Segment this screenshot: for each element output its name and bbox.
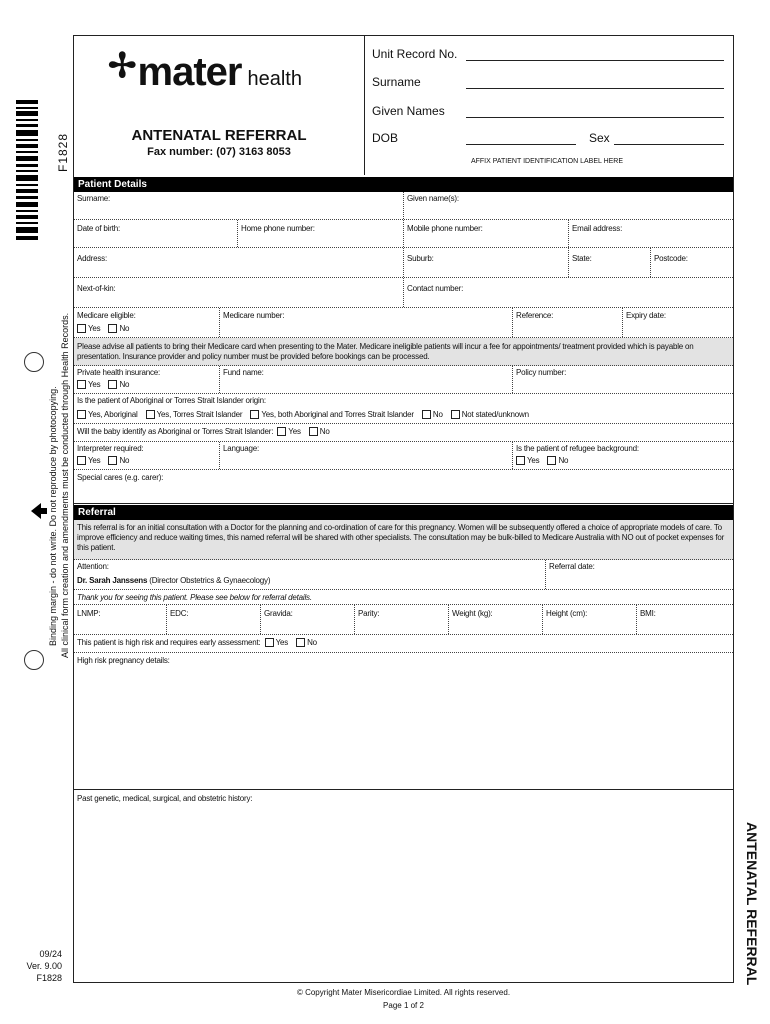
aboriginal-options xyxy=(77,410,529,419)
refugee-yes-label: Yes xyxy=(527,456,540,465)
side-form-title: ANTENATAL REFERRAL xyxy=(744,822,760,986)
doctor-name: Dr. Sarah Janssens xyxy=(77,576,148,585)
fund-name-cell[interactable] xyxy=(220,366,513,393)
binding-margin-line2: All clinical form creation and amendments must be conducted through Health Records. xyxy=(60,312,70,658)
mater-logo xyxy=(108,47,302,95)
interpreter-yes-checkbox[interactable] xyxy=(77,456,86,465)
row-high-risk xyxy=(74,635,733,653)
baby-no-checkbox[interactable] xyxy=(309,427,318,436)
medicare-eligible-options xyxy=(77,324,129,333)
baby-identify-question: Will the baby identify as Aboriginal or Torres Strait Islander: xyxy=(77,427,274,436)
baby-yes-checkbox[interactable] xyxy=(277,427,286,436)
given-names-cell[interactable] xyxy=(404,192,733,219)
home-phone-cell[interactable] xyxy=(238,220,404,247)
origin-no-label: No xyxy=(432,410,443,419)
row-address xyxy=(74,248,733,278)
high-risk-details-label: High risk pregnancy details: xyxy=(77,656,170,665)
cross-icon: ✢ xyxy=(108,47,136,85)
row-obstetric-values xyxy=(74,605,733,635)
height-cell[interactable] xyxy=(543,605,637,634)
baby-no-label: No xyxy=(319,427,330,436)
medicare-eligible-cell xyxy=(74,308,220,337)
referral-date-label: Referral date: xyxy=(549,562,595,571)
suburb-label: Suburb: xyxy=(407,254,434,263)
baby-yes-label: Yes xyxy=(288,427,301,436)
surname-field-label: Surname: xyxy=(77,194,111,203)
edc-label: EDC: xyxy=(170,609,189,618)
binding-margin-line1: Binding margin - do not write. Do not reproduce by photocopying. xyxy=(48,386,58,646)
dob-field-label: Date of birth: xyxy=(77,224,121,233)
lnmp-label: LNMP: xyxy=(77,609,101,618)
both-label: Yes, both Aboriginal and Torres Strait Islander xyxy=(261,410,414,419)
aboriginal-question: Is the patient of Aboriginal or Torres Strait Islander origin: xyxy=(77,396,266,405)
bmi-label: BMI: xyxy=(640,609,656,618)
language-cell[interactable] xyxy=(220,442,513,469)
surname-label: Surname xyxy=(372,75,421,89)
insurance-yes-label: Yes xyxy=(88,380,101,389)
insurance-yes-checkbox[interactable] xyxy=(77,380,86,389)
height-label: Height (cm): xyxy=(546,609,588,618)
postcode-label: Postcode: xyxy=(654,254,688,263)
version-block xyxy=(26,948,62,984)
dob-label: DOB xyxy=(372,131,399,145)
row-referral-intro xyxy=(74,520,733,560)
medicare-yes-checkbox[interactable] xyxy=(77,324,86,333)
aboriginal-label: Yes, Aboriginal xyxy=(88,410,138,419)
parity-label: Parity: xyxy=(358,609,380,618)
refugee-no-checkbox[interactable] xyxy=(547,456,556,465)
refugee-cell xyxy=(513,442,733,469)
attention-cell xyxy=(74,560,546,589)
logo-sub: health xyxy=(247,68,302,90)
address-cell[interactable] xyxy=(74,248,404,277)
thanks-note: Thank you for seeing this patient. Please see below for referral details. xyxy=(77,593,312,602)
version-date: 09/24 xyxy=(39,949,62,959)
given-names-field-label: Given name(s): xyxy=(407,194,459,203)
row-interpreter xyxy=(74,442,733,470)
row-thanks xyxy=(74,590,733,605)
gravida-cell[interactable] xyxy=(261,605,355,634)
version-number: Ver. 9.00 xyxy=(26,961,62,971)
row-next-of-kin xyxy=(74,278,733,308)
refugee-no-label: No xyxy=(558,456,569,465)
unit-record-label: Unit Record No. xyxy=(372,47,458,61)
origin-no-checkbox[interactable] xyxy=(422,410,431,419)
medicare-no-label: No xyxy=(119,324,130,333)
policy-number-cell[interactable] xyxy=(513,366,733,393)
sex-label: Sex xyxy=(589,131,610,145)
row-contact-phones xyxy=(74,220,733,248)
state-cell[interactable] xyxy=(569,248,651,277)
expiry-label: Expiry date: xyxy=(626,311,666,320)
policy-number-label: Policy number: xyxy=(516,368,567,377)
high-risk-line xyxy=(77,638,317,647)
attention-label: Attention: xyxy=(77,562,109,571)
surname-cell[interactable] xyxy=(74,192,404,219)
weight-label: Weight (kg): xyxy=(452,609,493,618)
row-insurance xyxy=(74,366,733,394)
refugee-label: Is the patient of refugee background: xyxy=(516,444,639,453)
surname-line[interactable] xyxy=(466,88,724,89)
patient-details-heading: Patient Details xyxy=(74,177,733,192)
form-title: ANTENATAL REFERRAL xyxy=(131,127,307,144)
punch-hole-top xyxy=(24,352,44,372)
form-code: F1828 xyxy=(36,973,62,983)
bmi-cell[interactable] xyxy=(637,605,733,634)
dob-line[interactable] xyxy=(466,144,576,145)
gravida-label: Gravida: xyxy=(264,609,293,618)
punch-hole-bottom xyxy=(24,650,44,670)
medicare-notice: Please advise all patients to bring their Medicare card when presenting to the Mater. Medicare ineligible patients will incur a fee for appointments/ treatment provided which is payable on presentation. Insurance provider and policy number must be provided before bookings can be processed. xyxy=(77,342,694,361)
fund-name-label: Fund name: xyxy=(223,368,264,377)
parity-cell[interactable] xyxy=(355,605,449,634)
barcode-code: F1828 xyxy=(56,132,70,172)
logo-main: mater xyxy=(137,50,242,94)
page-number: Page 1 of 2 xyxy=(383,1001,424,1010)
postcode-cell[interactable] xyxy=(651,248,733,277)
interpreter-no-label: No xyxy=(119,456,130,465)
high-risk-no-label: No xyxy=(307,638,317,647)
nok-cell[interactable] xyxy=(74,278,404,307)
mobile-phone-label: Mobile phone number: xyxy=(407,224,483,233)
high-risk-yes-label: Yes xyxy=(275,638,289,647)
high-risk-question: This patient is high risk and requires early assessment: xyxy=(77,638,261,647)
barcode xyxy=(16,100,56,242)
attention-doctor xyxy=(77,576,270,585)
fax-number: Fax number: (07) 3163 8053 xyxy=(147,146,291,158)
high-risk-yes-checkbox[interactable] xyxy=(265,638,274,647)
refugee-options xyxy=(516,456,568,465)
row-baby-identify xyxy=(74,424,733,442)
torres-label: Yes, Torres Strait Islander xyxy=(156,410,243,419)
medicare-no-checkbox[interactable] xyxy=(108,324,117,333)
contact-cell[interactable] xyxy=(404,278,733,307)
special-cares-label: Special cares (e.g. carer): xyxy=(77,473,164,482)
expiry-cell[interactable] xyxy=(623,308,733,337)
refugee-yes-checkbox[interactable] xyxy=(516,456,525,465)
contact-label: Contact number: xyxy=(407,284,464,293)
row-special-cares[interactable] xyxy=(74,470,733,504)
insurance-no-label: No xyxy=(119,380,130,389)
affix-label-note: AFFIX PATIENT IDENTIFICATION LABEL HERE xyxy=(470,158,624,165)
home-phone-label: Home phone number: xyxy=(241,224,315,233)
referral-heading: Referral xyxy=(74,505,733,520)
address-label: Address: xyxy=(77,254,107,263)
row-medicare-notice xyxy=(74,338,733,366)
sex-line[interactable] xyxy=(614,144,724,145)
medicare-yes-label: Yes xyxy=(88,324,101,333)
past-history-area[interactable] xyxy=(74,790,733,982)
interpreter-yes-label: Yes xyxy=(88,456,101,465)
not-stated-label: Not stated/unknown xyxy=(461,410,529,419)
email-label: Email address: xyxy=(572,224,623,233)
given-names-line[interactable] xyxy=(466,117,724,118)
not-stated-checkbox[interactable] xyxy=(451,410,460,419)
interpreter-label: Interpreter required: xyxy=(77,444,144,453)
past-history-label: Past genetic, medical, surgical, and obstetric history: xyxy=(77,794,253,803)
referral-intro: This referral is for an initial consultation with a Doctor for the planning and co-ordination of care for this pregnancy. Women will be subsequently offered a choice of appropriate models of care. To improve efficiency and reduce waiting times, this named referral will be shared with other specialists. The consultation may be bulk-billed to Medicare Australia with NO out of pocket expenses for this patient. xyxy=(77,523,725,552)
interpreter-cell xyxy=(74,442,220,469)
private-insurance-label: Private health insurance: xyxy=(77,368,161,377)
aboriginal-checkbox[interactable] xyxy=(77,410,86,419)
suburb-cell[interactable] xyxy=(404,248,569,277)
row-surname xyxy=(74,192,733,220)
medicare-eligible-label: Medicare eligible: xyxy=(77,311,136,320)
interpreter-options xyxy=(77,456,129,465)
interpreter-no-checkbox[interactable] xyxy=(108,456,117,465)
high-risk-no-checkbox[interactable] xyxy=(296,638,305,647)
high-risk-details-area[interactable] xyxy=(74,653,733,790)
lnmp-cell[interactable] xyxy=(74,605,167,634)
nok-label: Next-of-kin: xyxy=(77,284,116,293)
insurance-no-checkbox[interactable] xyxy=(108,380,117,389)
given-names-label: Given Names xyxy=(372,104,445,118)
weight-cell[interactable] xyxy=(449,605,543,634)
row-attention xyxy=(74,560,733,590)
email-cell[interactable] xyxy=(569,220,733,247)
unit-record-line[interactable] xyxy=(466,60,724,61)
reference-label: Reference: xyxy=(516,311,554,320)
medicare-number-label: Medicare number: xyxy=(223,311,285,320)
edc-cell[interactable] xyxy=(167,605,261,634)
both-checkbox[interactable] xyxy=(250,410,259,419)
row-medicare xyxy=(74,308,733,338)
mobile-phone-cell[interactable] xyxy=(404,220,569,247)
dob-cell[interactable] xyxy=(74,220,238,247)
reference-cell[interactable] xyxy=(513,308,623,337)
state-label: State: xyxy=(572,254,592,263)
referral-date-cell[interactable] xyxy=(546,560,733,589)
torres-checkbox[interactable] xyxy=(146,410,155,419)
arrow-tail xyxy=(40,508,47,514)
doctor-role: (Director Obstetrics & Gynaecology) xyxy=(149,576,271,585)
medicare-number-cell[interactable] xyxy=(220,308,513,337)
language-label: Language: xyxy=(223,444,260,453)
row-aboriginal-origin xyxy=(74,394,733,424)
private-insurance-cell xyxy=(74,366,220,393)
baby-identify-line xyxy=(77,427,330,436)
private-insurance-options xyxy=(77,380,129,389)
copyright: © Copyright Mater Misericordiae Limited. All rights reserved. xyxy=(296,988,511,997)
